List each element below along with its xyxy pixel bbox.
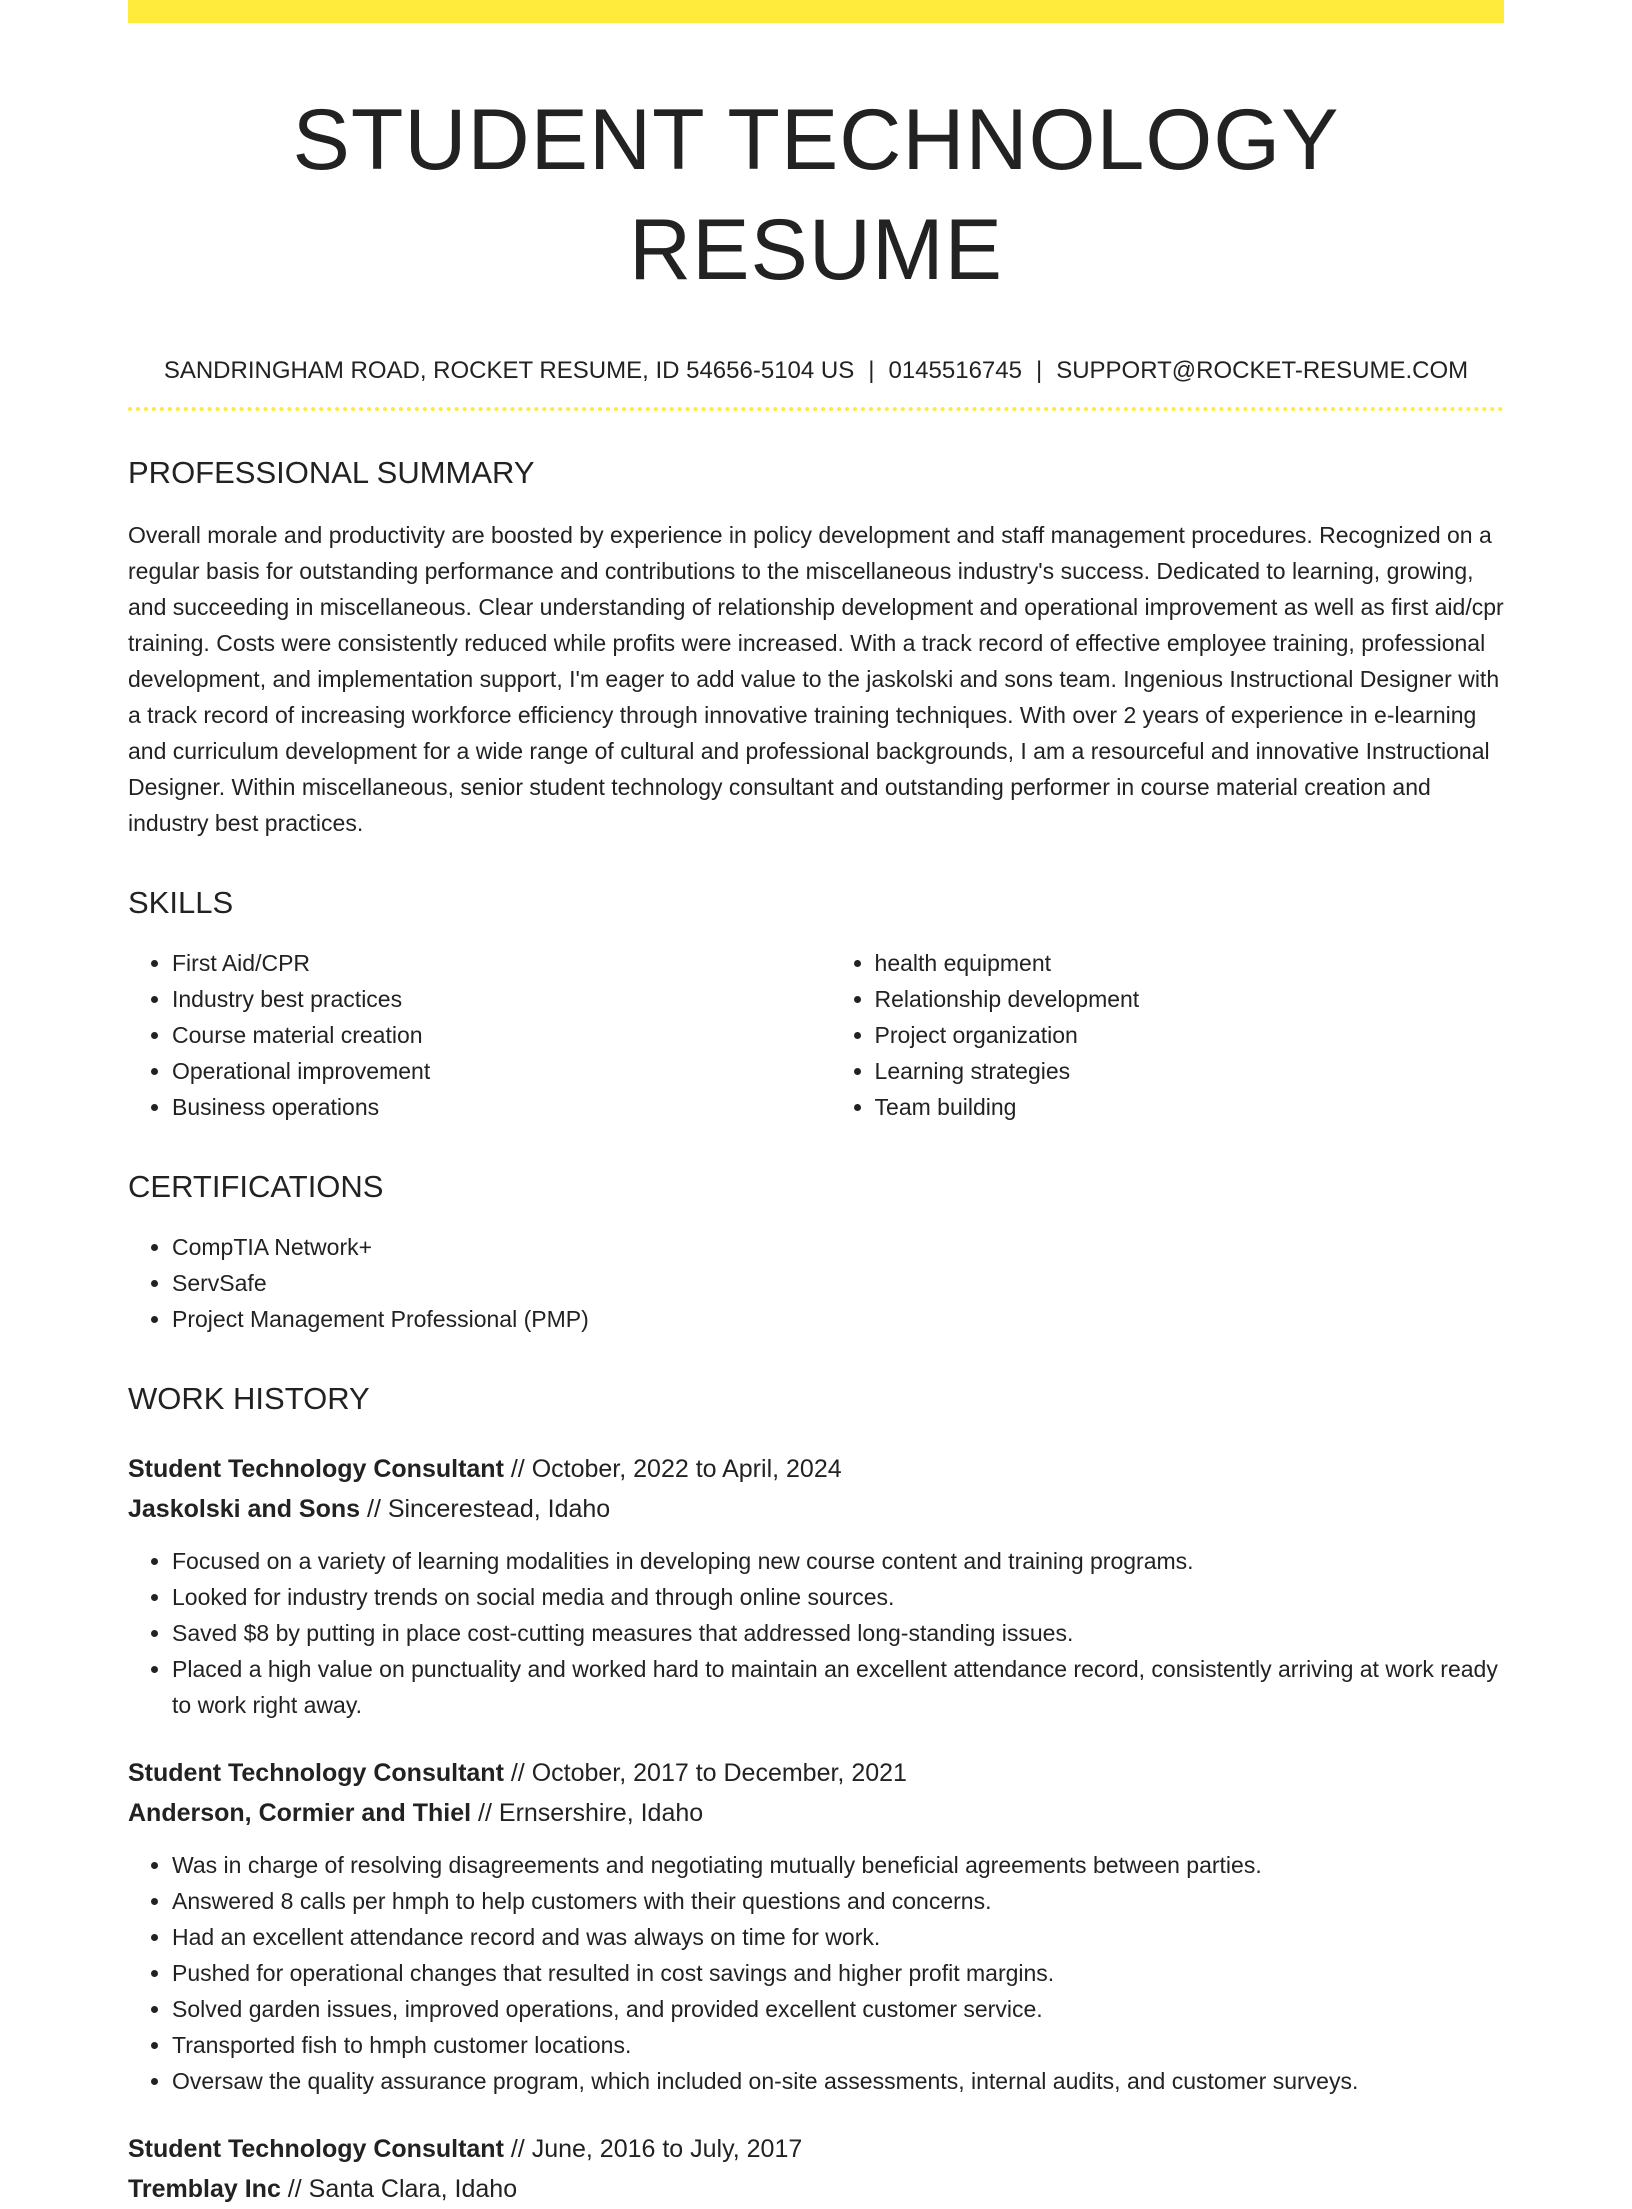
job-bullet: • Focused on a variety of learning modalities in developing new course content and training programs. [172,1543,1504,1579]
contact-separator: | [1035,357,1043,384]
skill-item: • Industry best practices [172,981,831,1017]
job-entry [128,1753,1504,2099]
skill-item: • Project organization [875,1017,1504,1053]
job-bullet: • Solved garden issues, improved operations, and provided excellent customer service. [172,1991,1504,2027]
certifications-list [128,1229,1504,1337]
job-bullet: • Transported fish to hmph customer locations. [172,2027,1504,2063]
job-dates: // October, 2017 to December, 2021 [503,1759,907,1787]
job-entry [128,1449,1504,1723]
contact-email: SUPPORT@ROCKET-RESUME.COM [1056,357,1469,384]
job-entry [128,2129,1504,2209]
skill-item: • Relationship development [875,981,1504,1017]
job-dates: // June, 2016 to July, 2017 [503,2135,803,2163]
job-bullet: • Had an excellent attendance record and was always on time for work. [172,1919,1504,1955]
section-heading-summary: PROFESSIONAL SUMMARY [128,455,535,490]
contact-address: SANDRINGHAM ROAD, ROCKET RESUME, ID 54656-5104 US [163,357,855,384]
job-title-line [128,2129,1504,2169]
contact-separator: | [868,357,875,384]
job-title-line [128,1449,1504,1489]
job-company-line [128,2169,1504,2209]
job-title: Student Technology Consultant [128,1759,504,1787]
job-company-line [128,1793,1504,1833]
job-location: // Sincerestead, Idaho [360,1495,611,1523]
job-title: Student Technology Consultant [128,1455,504,1483]
certification-item: • CompTIA Network+ [172,1229,1504,1265]
resume-content [128,23,1504,2209]
skill-item: • Course material creation [172,1017,831,1053]
job-company-line [128,1489,1504,1529]
contact-line [128,353,1504,389]
job-location: // Santa Clara, Idaho [280,2175,518,2203]
skills-list-left [128,945,831,1125]
section-heading-skills: SKILLS [128,885,234,920]
section-heading-certifications: CERTIFICATIONS [128,1169,384,1204]
job-bullets [128,1847,1504,2099]
job-bullet: • Oversaw the quality assurance program, which included on-site assessments, internal audits, and customer surveys. [172,2063,1504,2099]
skill-item: • Operational improvement [172,1053,831,1089]
job-bullet: • Answered 8 calls per hmph to help customers with their questions and concerns. [172,1883,1504,1919]
job-bullet: • Was in charge of resolving disagreements and negotiating mutually beneficial agreements between parties. [172,1847,1504,1883]
job-title: Student Technology Consultant [128,2135,504,2163]
contact-phone: 0145516745 [888,357,1022,384]
resume-title: STUDENT TECHNOLOGY RESUME [292,92,1340,298]
skill-item: • First Aid/CPR [172,945,831,981]
job-bullet: • Pushed for operational changes that resulted in cost savings and higher profit margins. [172,1955,1504,1991]
job-bullets [128,1543,1504,1723]
certification-item: • ServSafe [172,1265,1504,1301]
job-title-line [128,1753,1504,1793]
job-bullet: • Saved $8 by putting in place cost-cutting measures that addressed long-standing issues. [172,1615,1504,1651]
job-location: // Ernsershire, Idaho [471,1799,704,1827]
certification-item: • Project Management Professional (PMP) [172,1301,1504,1337]
skills-columns [128,945,1504,1125]
job-bullet: • Placed a high value on punctuality and worked hard to maintain an excellent attendance record, consistently arriving at work ready to work right away. [172,1651,1504,1723]
skills-list-right [831,945,1504,1125]
job-company: Jaskolski and Sons [128,1495,361,1523]
summary-text: Overall morale and productivity are boosted by experience in policy development and staff management procedures. Recognized on a regular basis for outstanding performance and contributions to the miscellaneous industry's success. Dedicated to learning, growing, and succeeding in miscellaneous. Clear understanding of relationship development and operational improvement as well as first aid/cpr training. Costs were consistently reduced while profits were increased. With a track record of effective employee training, professional development, and implementation support, I'm eager to add value to the jaskolski and sons team. Ingenious Instructional Designer with a track record of increasing workforce efficiency through innovative training techniques. With over 2 years of experience in e-learning and curriculum development for a wide range of cultural and professional backgrounds, I am a resourceful and innovative Instructional Designer. Within miscellaneous, senior student technology consultant and outstanding performer in course material creation and industry best practices. [128,522,1504,836]
accent-top-bar [128,0,1504,23]
skill-item: • health equipment [875,945,1504,981]
skill-item: • Team building [875,1089,1504,1125]
skill-item: • Business operations [172,1089,831,1125]
section-heading-work-history: WORK HISTORY [128,1381,370,1416]
job-company: Anderson, Cormier and Thiel [128,1799,472,1827]
dotted-divider [128,407,1504,411]
job-bullet: • Looked for industry trends on social media and through online sources. [172,1579,1504,1615]
skill-item: • Learning strategies [875,1053,1504,1089]
job-company: Tremblay Inc [128,2175,281,2203]
job-dates: // October, 2022 to April, 2024 [503,1455,842,1483]
